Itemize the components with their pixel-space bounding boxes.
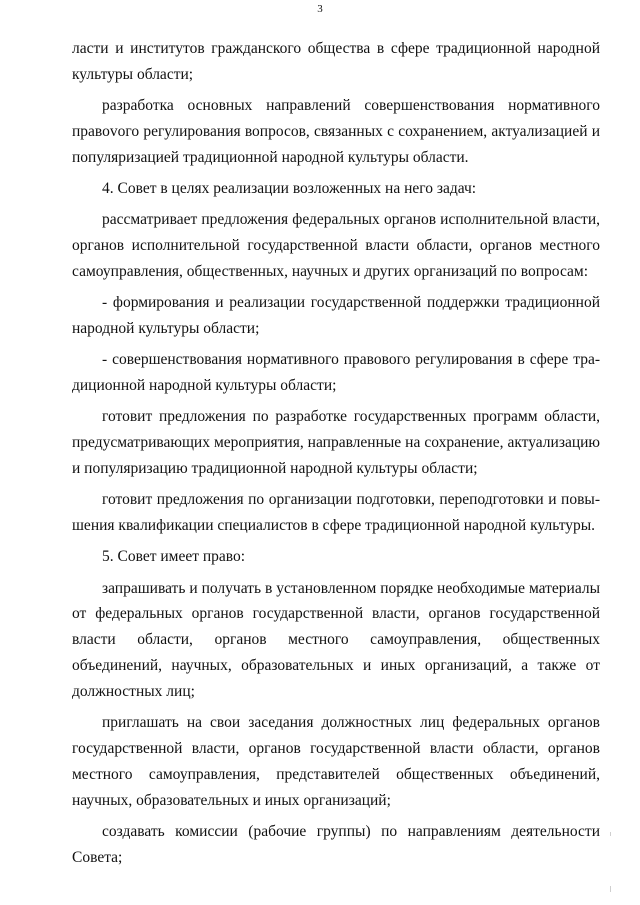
- paragraph-state-programs: готовит предложения по разработке государственных программ области, предусматривающих мероприятия, направленные на сохранение, актуализацию и популяризацию традиционной народной культуры области;: [72, 408, 600, 477]
- paragraph-council-rights: 5. Совет имеет право:: [102, 548, 246, 566]
- list-item-regulation: - совершенствования нормативного правового регулирования в сфере традиционной народной культуры области;: [72, 351, 600, 395]
- paragraph-training: готовит предложения по организации подготовки, переподготовки и повышения квалификации специалистов в сфере традиционной народной культуры.: [72, 491, 600, 535]
- paragraph-request-materials: запрашивать и получать в установленном порядке необходимые материалы от федеральных органов государственной власти, органов государственной власти области, органов местного самоуправления, общественных объединений, научных, образовательных и иных организаций, а также от должностных лиц;: [72, 579, 600, 700]
- list-item-state-support: - формирования и реализации государственной поддержки традиционной народной культуры области;: [72, 294, 600, 337]
- document-body: [72, 36, 600, 876]
- page-number: 3: [317, 3, 323, 15]
- scan-edge-mark: [610, 832, 611, 836]
- paragraph-invite-officials: приглашать на свои заседания должностных лиц федеральных органов государственной власти, органов государственной власти области, органов местного самоуправления, представителей общественных объединений, научных, образовательных и иных организаций;: [72, 714, 600, 809]
- paragraph-council-tasks: 4. Совет в целях реализации возложенных на него задач:: [102, 179, 477, 197]
- scan-edge-mark: [610, 886, 611, 892]
- paragraph-development-directions: разработка основных направлений совершенствования нормативного правоvого регулирования вопросов, связанных с сохранением, актуализацией и популяризацией традиционной народной культуры области.: [72, 97, 600, 166]
- paragraph-create-commissions: создавать комиссии (рабочие группы) по направлениям деятельности Совета;: [72, 822, 600, 866]
- paragraph-continuation: ласти и институтов гражданского общества в сфере традиционной народной культуры области;: [72, 40, 600, 83]
- paragraph-considers-proposals: рассматривает предложения федеральных органов исполнительной власти, органов исполнительной государственной власти области, органов местного самоуправления, общественных, научных и других организаций по вопросам:: [72, 211, 600, 280]
